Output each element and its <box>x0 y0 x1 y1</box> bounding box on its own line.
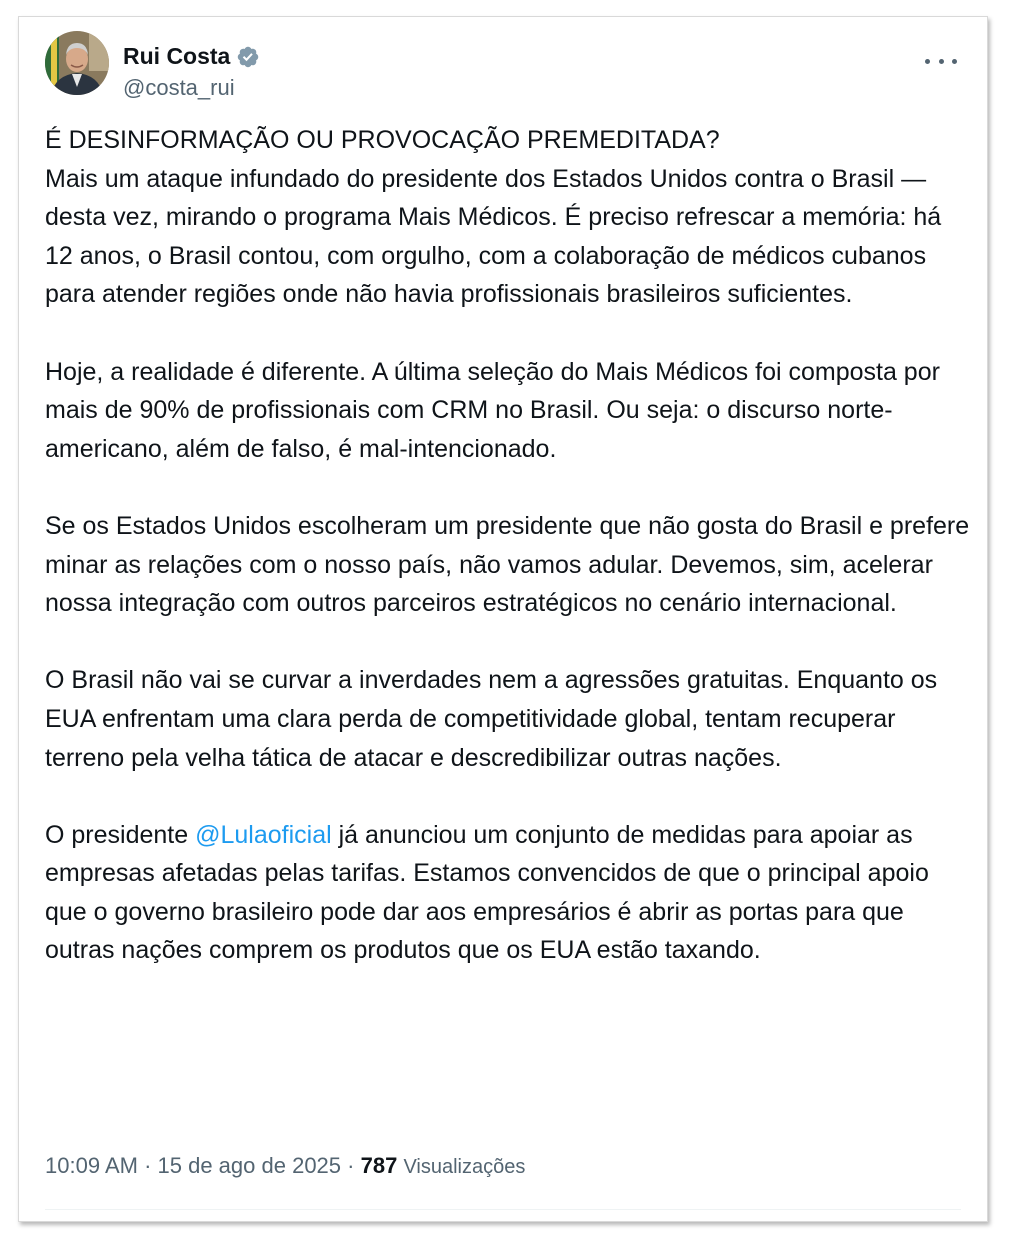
tweet-paragraph: É DESINFORMAÇÃO OU PROVOCAÇÃO PREMEDITADA? Mais um ataque infundado do presidente dos Estados Unidos contra o Brasil — desta vez, mirando o programa Mais Médicos. É preciso refrescar a memória: há 12 anos, o Brasil contou, com orgulho, com a colaboração de médicos cubanos para atender regiões onde não havia profissionais brasileiros suficientes. <box>45 126 942 309</box>
more-dot-icon <box>925 59 930 64</box>
more-dot-icon <box>952 59 957 64</box>
tweet-date[interactable]: 15 de ago de 2025 <box>157 1153 342 1178</box>
mention-link[interactable]: @Lulaoficial <box>195 820 332 849</box>
tweet-paragraph <box>45 816 970 970</box>
tweet-text <box>45 121 970 970</box>
meta-separator: · <box>341 1153 361 1178</box>
views-count: 787 <box>360 1153 398 1178</box>
author-names <box>123 43 260 101</box>
meta-separator: · <box>137 1153 158 1178</box>
tweet-paragraph: Se os Estados Unidos escolheram um presidente que não gosta do Brasil e prefere minar as relações com o nosso país, não vamos adular. Devemos, sim, acelerar nossa integração com outros parceiros estratégicos no cenário internacional. <box>45 511 970 618</box>
views-label: Visualizações <box>403 1156 526 1178</box>
author-handle[interactable]: @costa_rui <box>123 75 235 100</box>
tweet-card <box>18 16 988 1222</box>
tweet-time[interactable]: 10:09 AM <box>45 1153 138 1178</box>
tweet-meta <box>45 1153 525 1179</box>
paragraph-text: já anunciou um conjunto de medidas para apoiar as empresas afetadas pelas tarifas. Estamos convencidos de que o principal apoio que o governo brasileiro pode dar aos empresários é abrir as portas para que outras nações comprem os produtos que os EUA estão taxando. <box>45 820 929 965</box>
divider <box>45 1209 961 1210</box>
display-name[interactable]: Rui Costa <box>123 43 231 69</box>
avatar[interactable] <box>45 31 109 95</box>
tweet-paragraph: O Brasil não vai se curvar a inverdades nem a agressões gratuitas. Enquanto os EUA enfrentam uma clara perda de competitividade global, tentam recuperar terreno pela velha tática de atacar e descredibilizar outras nações. <box>45 666 938 772</box>
verified-badge-icon <box>236 45 260 69</box>
paragraph-text: O presidente <box>45 820 196 849</box>
avatar-photo-icon <box>45 31 109 95</box>
tweet-paragraph: Hoje, a realidade é diferente. A última seleção do Mais Médicos foi composta por mais de 90% de profissionais com CRM no Brasil. Ou seja: o discurso norte-americano, além de falso, é mal-intencionado. <box>45 357 940 463</box>
more-options-button[interactable] <box>925 51 957 71</box>
more-dot-icon <box>939 59 944 64</box>
tweet-header <box>45 31 961 101</box>
